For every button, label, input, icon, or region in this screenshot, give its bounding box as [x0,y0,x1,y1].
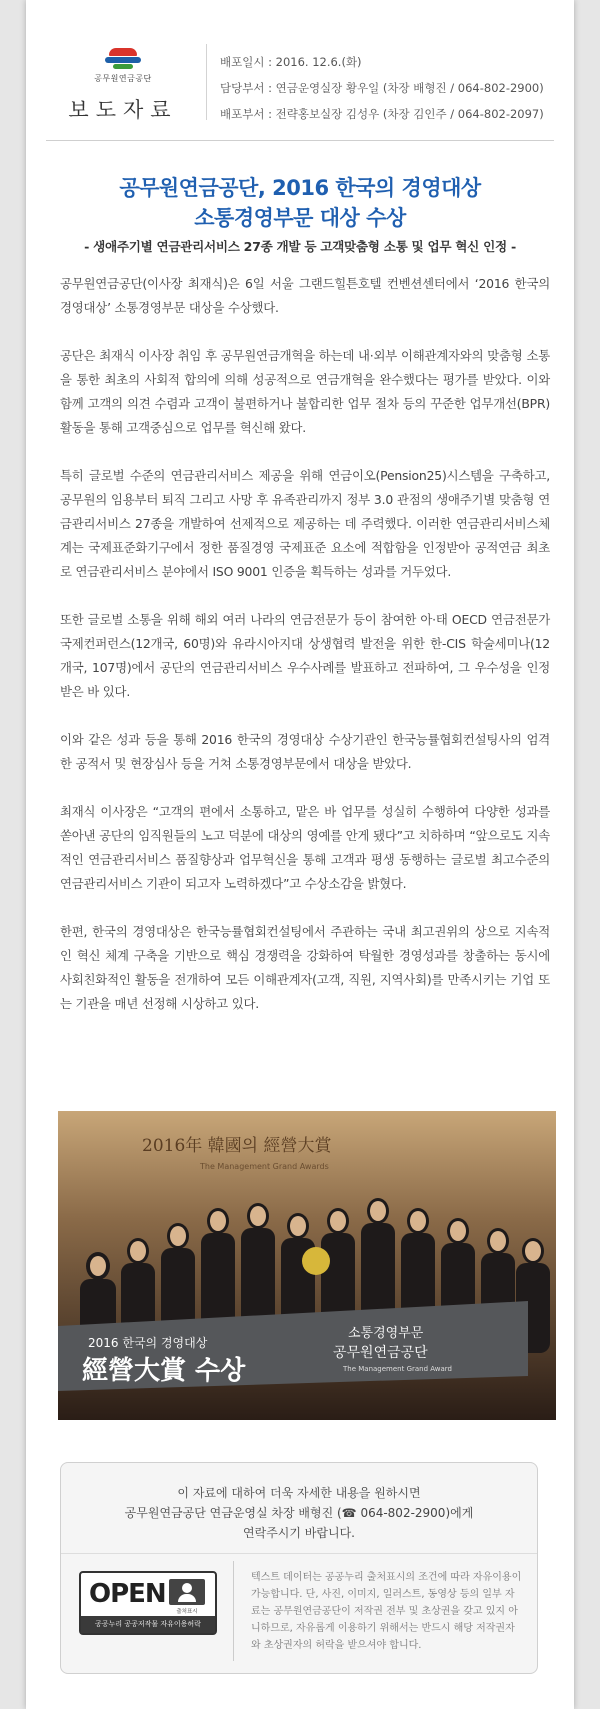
award-ceremony-photo [58,1111,556,1420]
distribution-dept: 배포부서 : 전략홍보실장 김성우 (차장 김인주 / 064-802-2097) [220,107,544,121]
contact-text [61,1483,537,1543]
logo-org-name: 공무원연금공단 [94,74,152,83]
article-body [60,272,550,1040]
press-release-sheet [26,0,574,1709]
contact-box [60,1462,538,1674]
header-divider [206,44,207,120]
paragraph: 한편, 한국의 경영대상은 한국능률협회컨설팅에서 주관하는 국내 최고권위의 상으로 지속적인 혁신 체계 구축을 기반으로 핵심 경쟁력을 강화하여 탁월한 경영성과를 창출하는 동시에 사회친화적인 활동을 전개하여 모든 이해관계자(고객, 직원, 지역사회)를 만족시키는 기업 또는 기관을 매년 선정해 시상하고 있다. [60,924,550,1011]
paragraph: 또한 글로벌 소통을 위해 해외 여러 나라의 연금전문가 등이 참여한 아·태 OECD 연금전문가 국제컨퍼런스(12개국, 60명)와 유라시아지대 상생협력 발전을 위한 한-CIS 학술세미나(12개국, 107명)에서 공단의 연금관리서비스 우수사례를 발표하고 전파하여, 그 우수성을 인정받은 바 있다. [60,612,550,699]
paragraph: 최재식 이사장은 “고객의 편에서 소통하고, 맡은 바 업무를 성실히 수행하여 다양한 성과를 쏟아낸 공단의 임직원들의 노고 덕분에 대상의 영예를 안게 됐다”고 치하하며 “앞으로도 지속적인 연금관리서비스 품질향상과 업무혁신을 통해 고객과 평생 동행하는 글로벌 최고수준의 연금관리서비스 기관이 되고자 노력하겠다”고 수상소감을 밝혔다. [60,804,550,891]
paragraph: 공단은 최재식 이사장 취임 후 공무원연금개혁을 하는데 내·외부 이해관계자와의 맞춤형 소통을 통한 최초의 사회적 합의에 의해 성공적으로 연금개혁을 완수했다는 평가를 받았다. 이와 함께 고객의 의견 수렴과 고객이 불편하거나 불합리한 업무 절차 등의 꾸준한 업무개선(BPR)활동을 통해 고객중심으로 업무를 혁신해 왔다. [60,348,550,435]
contact-line-2: 공무원연금공단 연금운영실 차장 배형진 (☎ 064-802-2900)에게 [124,1506,474,1520]
subheadline: - 생애주기별 연금관리서비스 27종 개발 등 고객맞춤형 소통 및 업무 혁신 인정 - [84,239,516,254]
license-text: 텍스트 데이터는 공공누리 출처표시의 조건에 따라 자유이용이 가능합니다. 단, 사진, 이미지, 일러스트, 동영상 등의 일부 자료는 공무원연금공단이 저작권 전부 및 초상권을 갖고 있지 아니하므로, 자유롭게 이용하기 위해서는 반드시 해당 저작권자와 초상권자의 허락을 받으셔야 합니다. [251,1572,522,1651]
header-rule [46,140,554,141]
paragraph: 특히 글로벌 수준의 연금관리서비스 제공을 위해 연금이오(Pension25)시스템을 구축하고, 공무원의 임용부터 퇴직 그리고 사망 후 유족관리까지 정부 3.0 관점의 생애주기별 맞춤형 연금관리서비스 27종을 개발하여 선제적으로 제공하는 데 주력했다. 이러한 연금관리서비스체계는 국제표준화기구에서 정한 품질경영 국제표준 요소에 적합함을 인정받아 공적연금 최초로 연금관리서비스 분야에서 ISO 9001 인증을 획득하는 성과를 거두었다. [60,468,550,579]
contact-line-3: 연락주시기 바랍니다. [243,1526,355,1540]
contact-divider [61,1553,537,1554]
photo-backdrop-subtitle: The Management Grand Awards [200,1162,329,1171]
open-label: OPEN [89,1579,166,1609]
gepco-logo-icon [105,48,141,70]
release-date: 배포일시 : 2016. 12.6.(화) [220,55,362,69]
banner-org: 공무원연금공단 [333,1345,428,1361]
award-photo-illustration [58,1111,556,1420]
license-divider [233,1561,234,1661]
logo-title: 보도자료 [68,98,178,122]
banner-english: The Management Grand Award [343,1365,452,1373]
banner-small-text: 2016 한국의 경영대상 [88,1336,208,1350]
contact-line-1: 이 자료에 대하여 더욱 자세한 내용을 원하시면 [177,1486,421,1500]
photo-backdrop-title: 2016年 韓國의 經營大賞 [142,1136,332,1156]
logo [58,48,188,128]
kogl-bar-label: 공공누리 공공저작물 자유이용허락 [81,1616,215,1633]
contact-dept: 담당부서 : 연금운영실장 황우일 (차장 배형진 / 064-802-2900) [220,81,544,95]
attribution-type-label: 출처표시 [176,1609,198,1615]
kogl-open-badge [79,1571,217,1635]
attribution-person-icon [169,1579,205,1605]
paragraph: 이와 같은 성과 등을 통해 2016 한국의 경영대상 수상기관인 한국능률협회컨설팅사의 엄격한 공적서 및 현장심사 등을 거쳐 소통경영부문에서 대상을 받았다. [60,732,550,771]
header [26,0,574,140]
headline-line-2: 소통경영부문 대상 수상 [194,206,406,230]
paragraph: 공무원연금공단(이사장 최재식)은 6일 서울 그랜드힐튼호텔 컨벤션센터에서 ‘2016 한국의 경영대상’ 소통경영부문 대상을 수상했다. [60,276,550,315]
headline-line-1: 공무원연금공단, 2016 한국의 경영대상 [119,176,481,200]
banner-big-text: 經營大賞 수상 [82,1356,246,1386]
banner-category: 소통경영부문 [348,1326,424,1341]
release-meta [220,49,544,127]
